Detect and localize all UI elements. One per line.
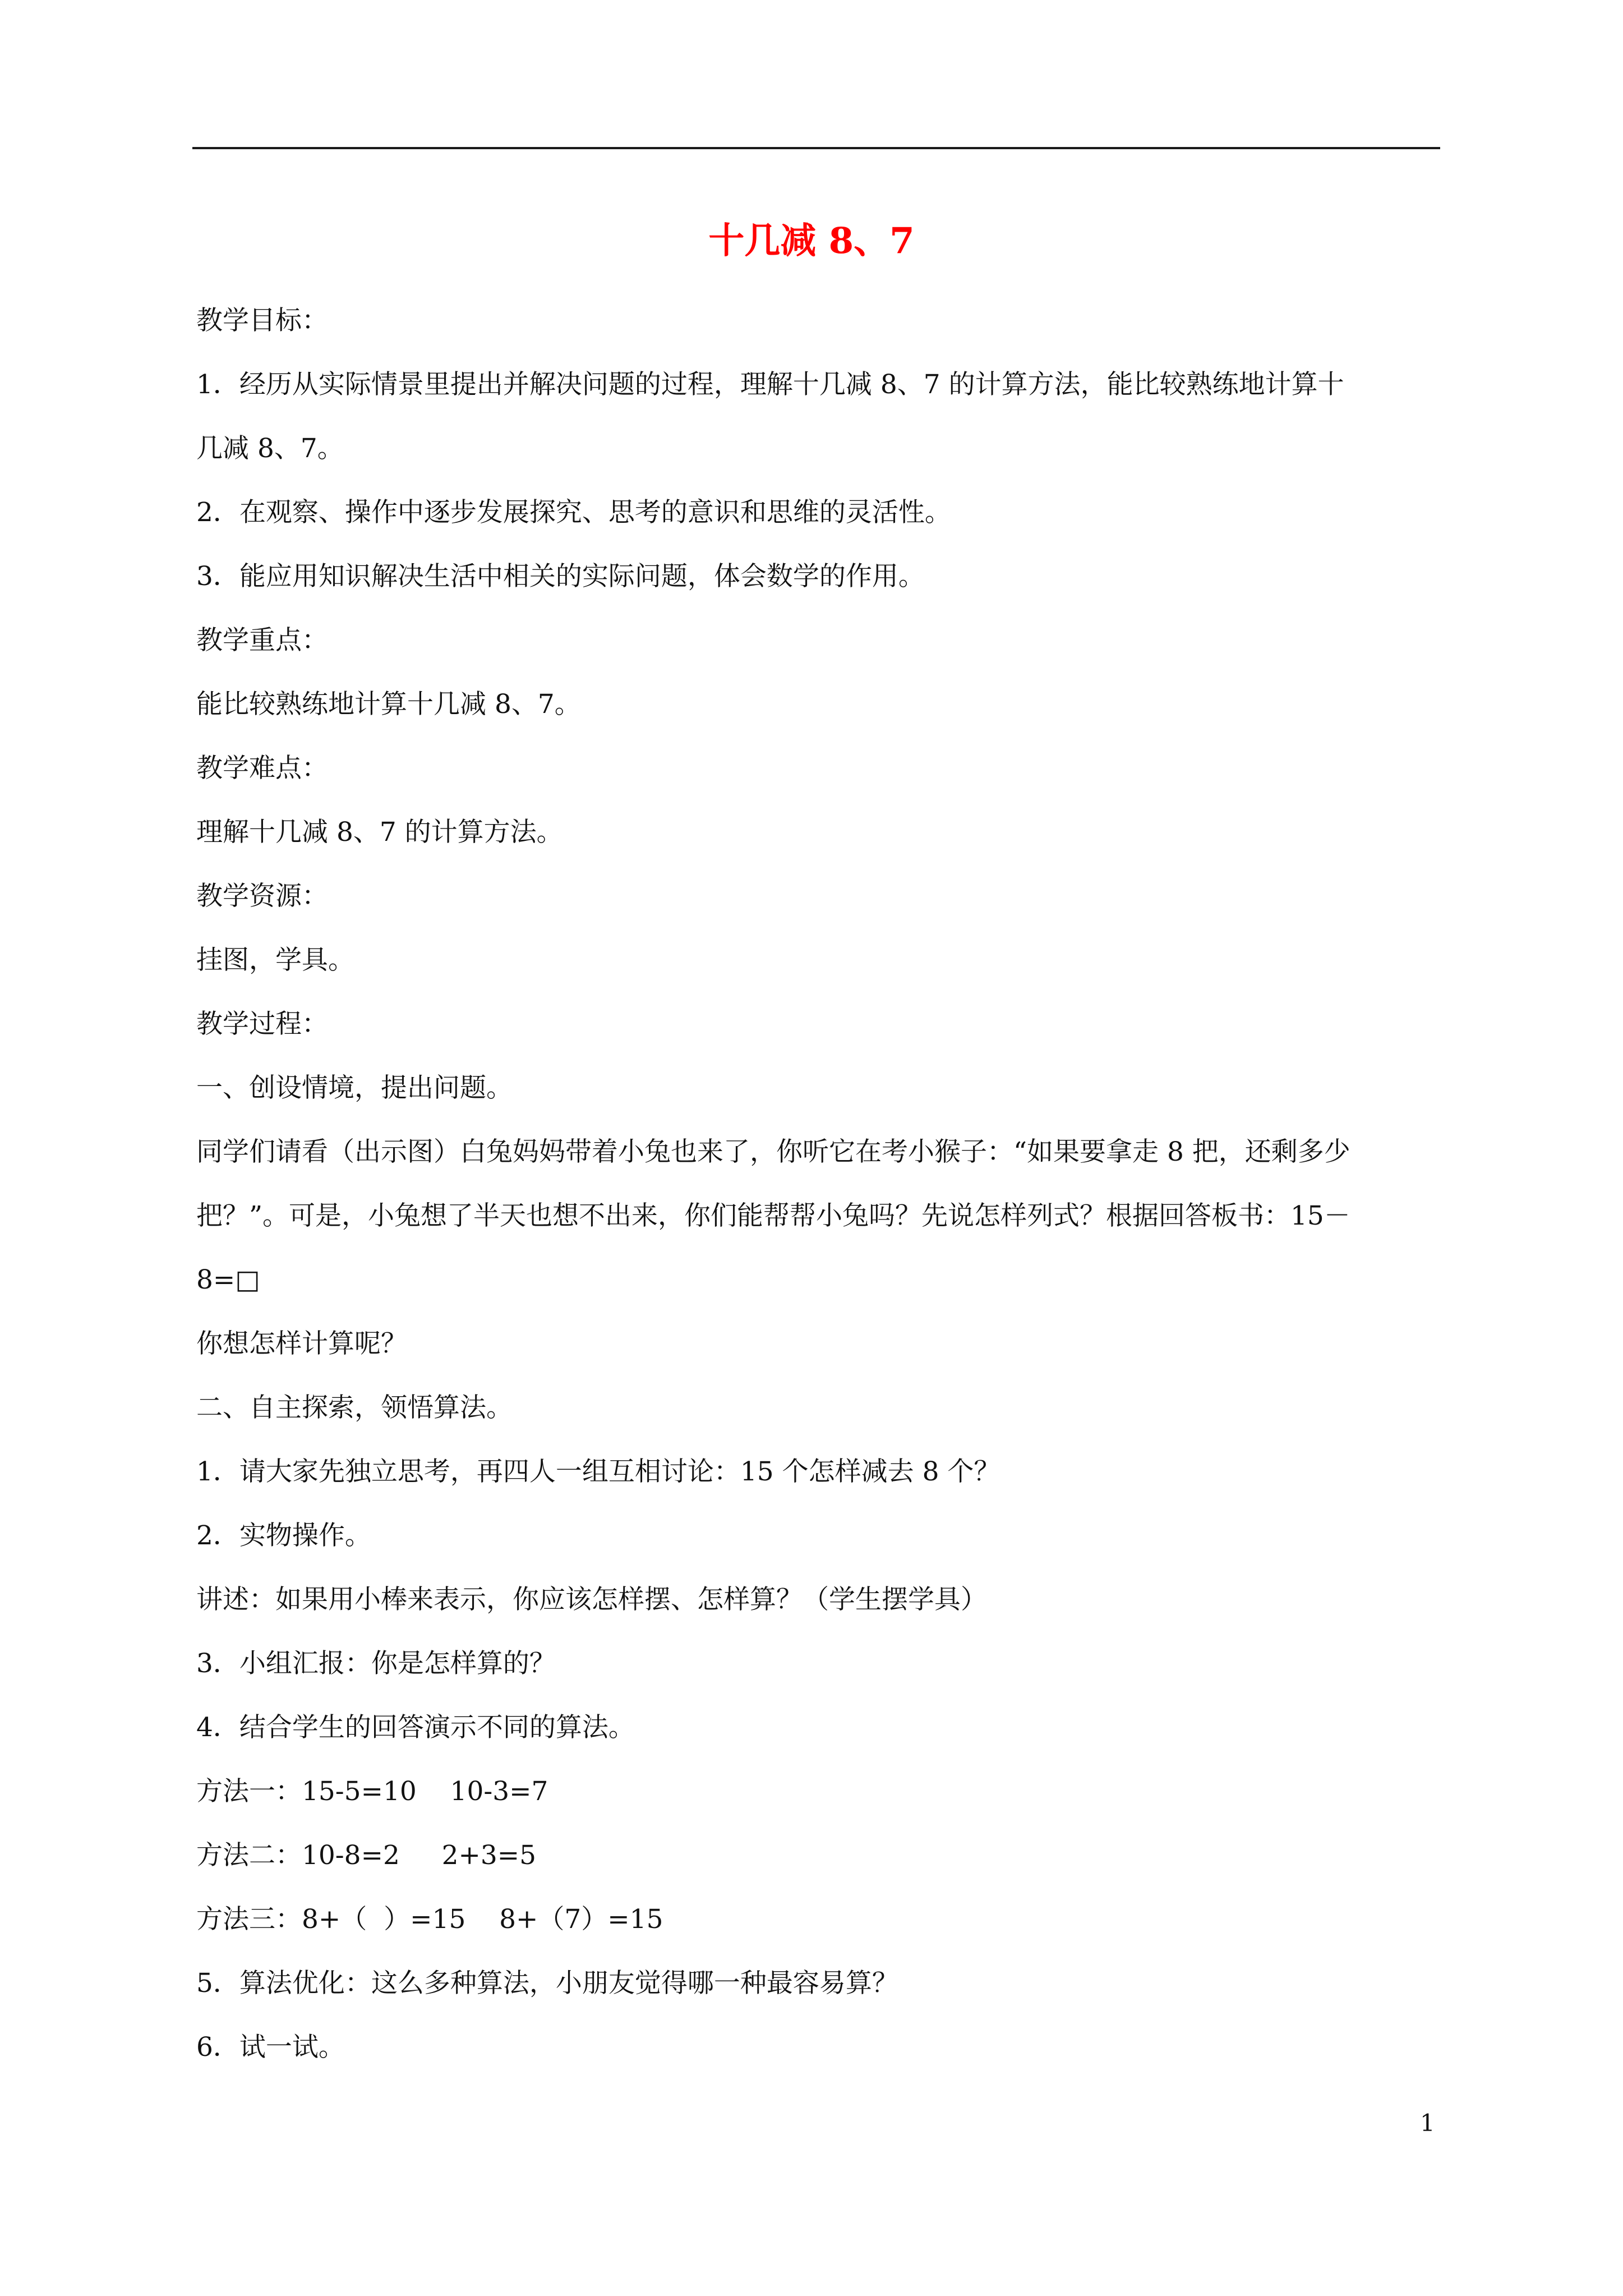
header-rule [192, 147, 1440, 149]
objective-1-line-1: 1．经历从实际情景里提出并解决问题的过程，理解十几减 8、7 的计算方法，能比较熟练地计算十 [196, 369, 1344, 400]
process-part-1-paragraph-line-2: 把？”。可是，小兔想了半天也想不出来，你们能帮帮小兔吗？先说怎样列式？根据回答板书：15－ [196, 1200, 1350, 1231]
process-part-1-paragraph-line-1: 同学们请看（出示图）白兔妈妈带着小兔也来了，你听它在考小猴子：“如果要拿走 8 把，还剩多少 [196, 1137, 1350, 1167]
process-part-1-heading: 一、创设情境，提出问题。 [196, 1073, 513, 1103]
method-3: 方法三：8+（ ）=15 8+（7）=15 [196, 1904, 663, 1935]
section-heading-difficulties: 教学难点： [196, 753, 328, 784]
process-narration: 讲述：如果用小棒来表示，你应该怎样摆、怎样算？（学生摆学具） [196, 1584, 987, 1615]
objective-1-line-2: 几减 8、7。 [196, 433, 344, 464]
section-heading-key-points: 教学重点： [196, 625, 328, 656]
process-part-1-question: 你想怎样计算呢？ [196, 1328, 407, 1359]
process-step-3: 3．小组汇报：你是怎样算的？ [196, 1648, 556, 1679]
key-points-text: 能比较熟练地计算十几减 8、7。 [196, 689, 581, 720]
page-number: 1 [1420, 2109, 1435, 2137]
document-title: 十几减 8、7 [708, 220, 915, 262]
section-heading-process: 教学过程： [196, 1009, 328, 1039]
process-step-4: 4．结合学生的回答演示不同的算法。 [196, 1712, 635, 1743]
process-step-6: 6．试一试。 [196, 2032, 345, 2063]
process-step-5: 5．算法优化：这么多种算法，小朋友觉得哪一种最容易算？ [196, 1968, 898, 1999]
method-1: 方法一：15-5=10 10-3=7 [196, 1776, 548, 1807]
process-part-2-heading: 二、自主探索，领悟算法。 [196, 1392, 513, 1423]
section-heading-objectives: 教学目标： [196, 305, 328, 336]
process-part-1-paragraph-line-3: 8=□ [196, 1264, 260, 1295]
resources-text: 挂图，学具。 [196, 945, 354, 976]
section-heading-resources: 教学资源： [196, 881, 328, 912]
process-step-1: 1．请大家先独立思考，再四人一组互相讨论：15 个怎样减去 8 个？ [196, 1456, 1000, 1487]
objective-2: 2．在观察、操作中逐步发展探究、思考的意识和思维的灵活性。 [196, 497, 951, 528]
objective-3: 3．能应用知识解决生活中相关的实际问题，体会数学的作用。 [196, 561, 925, 592]
process-step-2: 2．实物操作。 [196, 1520, 371, 1551]
method-2: 方法二：10-8=2 2+3=5 [196, 1840, 537, 1871]
document-body [196, 289, 1447, 2079]
difficulties-text: 理解十几减 8、7 的计算方法。 [196, 817, 563, 848]
